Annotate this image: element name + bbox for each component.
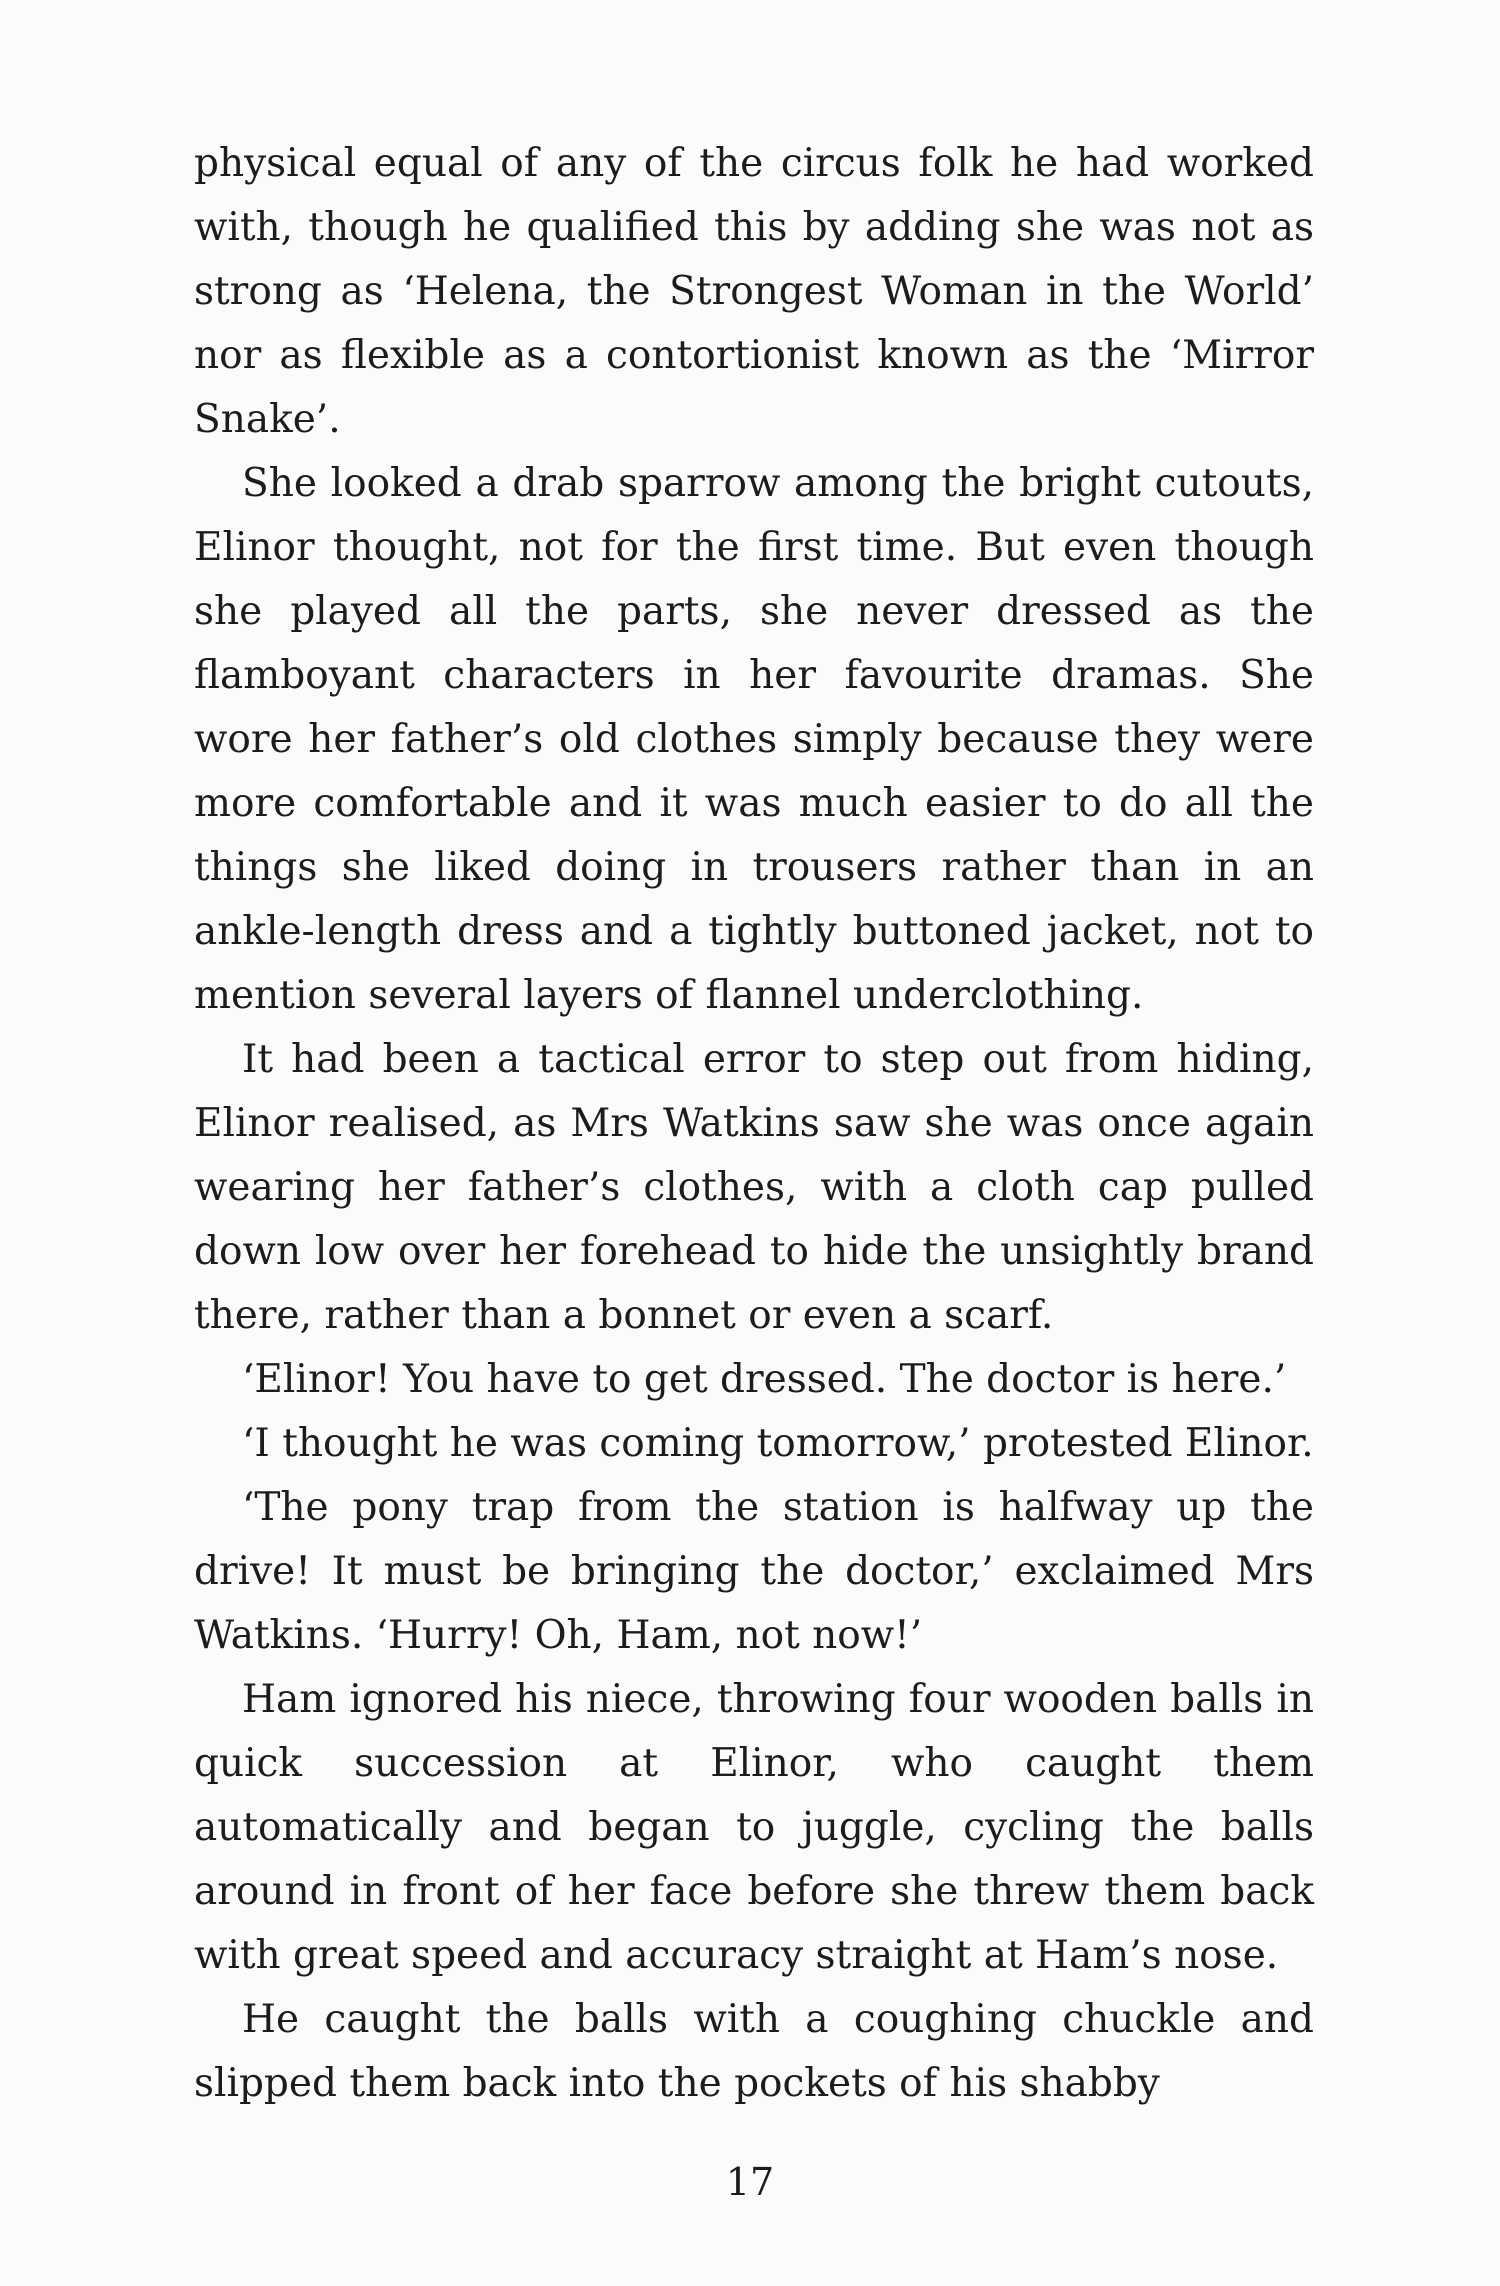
paragraph-8: He caught the balls with a coughing chuckle and slipped them back into the pockets of his shabby [194,1997,1314,2106]
paragraph-2: She looked a drab sparrow among the bright cutouts, Elinor thought, not for the first time. But even though she played all the parts, she never dressed as the flamboyant characters in her favourite dramas. She wore her father’s old clothes simply because they were more comfortable and it was much easier to do all the things she liked doing in trousers rather than in an ankle-length dress and a tightly buttoned jacket, not to mention several layers of flannel underclothing. [194,461,1314,1018]
page-number: 17 [725,2160,775,2204]
paragraph-1: physical equal of any of the circus folk he had worked with, though he qualified this by adding she was not as strong as ‘Helena, the Strongest Woman in the World’ nor as flexible as a contortionist known as the ‘Mirror Snake’. [194,141,1314,442]
paragraph-6: ‘The pony trap from the station is halfway up the drive! It must be bringing the doctor,’ exclaimed Mrs Watkins. ‘Hurry! Oh, Ham, not now!’ [194,1485,1314,1658]
body-text [194,132,1314,2116]
paragraph-4: ‘Elinor! You have to get dressed. The doctor is here.’ [242,1357,1287,1402]
paragraph-7: Ham ignored his niece, throwing four wooden balls in quick succession at Elinor, who caught them automatically and began to juggle, cycling the balls around in front of her face before she threw them back with great speed and accuracy straight at Ham’s nose. [194,1677,1314,1978]
paragraph-3: It had been a tactical error to step out from hiding, Elinor realised, as Mrs Watkins saw she was once again wearing her father’s clothes, with a cloth cap pulled down low over her forehead to hide the unsightly brand there, rather than a bonnet or even a scarf. [194,1037,1314,1338]
paragraph-5: ‘I thought he was coming tomorrow,’ protested Elinor. [242,1421,1314,1466]
